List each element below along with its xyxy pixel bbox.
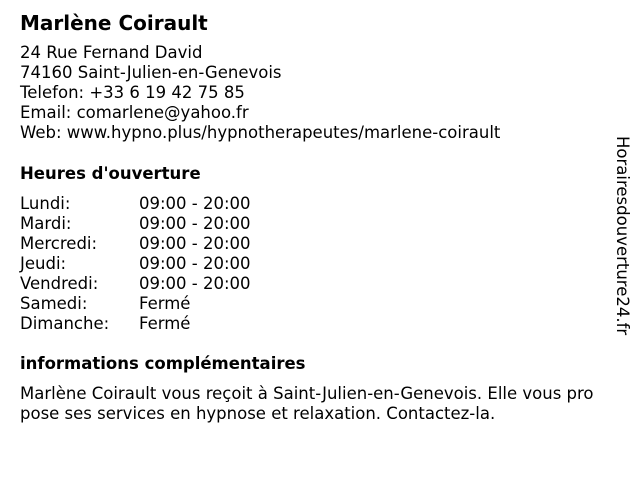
- business-name: Marlène Coirault: [20, 11, 208, 35]
- day-label: Dimanche:: [20, 314, 110, 333]
- additional-info-heading: informations complémentaires: [20, 354, 306, 373]
- day-label: Samedi:: [20, 294, 88, 313]
- email-line: Email: comarlene@yahoo.fr: [20, 103, 249, 122]
- day-label: Jeudi:: [20, 254, 67, 273]
- time-value: 09:00 - 20:00: [139, 214, 251, 233]
- time-value: 09:00 - 20:00: [139, 234, 251, 253]
- time-value: Fermé: [139, 314, 191, 333]
- web-line: Web: www.hypno.plus/hypnotherapeutes/marlene-coirault: [20, 123, 501, 142]
- day-label: Vendredi:: [20, 274, 99, 293]
- phone-line: Telefon: +33 6 19 42 75 85: [20, 83, 245, 102]
- time-value: 09:00 - 20:00: [139, 254, 251, 273]
- description-line-1: Marlène Coirault vous reçoit à Saint-Julien-en-Genevois. Elle vous pro: [20, 384, 594, 403]
- time-value: 09:00 - 20:00: [139, 274, 251, 293]
- address-city: 74160 Saint-Julien-en-Genevois: [20, 63, 282, 82]
- time-value: Fermé: [139, 294, 191, 313]
- contact-block: [20, 43, 500, 143]
- site-watermark: Horairesdouverture24.fr: [613, 136, 632, 336]
- day-label: Mardi:: [20, 214, 72, 233]
- day-label: Mercredi:: [20, 234, 98, 253]
- description-text: [20, 384, 630, 424]
- description-line-2: pose ses services en hypnose et relaxation. Contactez-la.: [20, 404, 496, 423]
- day-label: Lundi:: [20, 194, 71, 213]
- time-value: 09:00 - 20:00: [139, 194, 251, 213]
- address-street: 24 Rue Fernand David: [20, 43, 203, 62]
- opening-hours-heading: Heures d'ouverture: [20, 164, 201, 183]
